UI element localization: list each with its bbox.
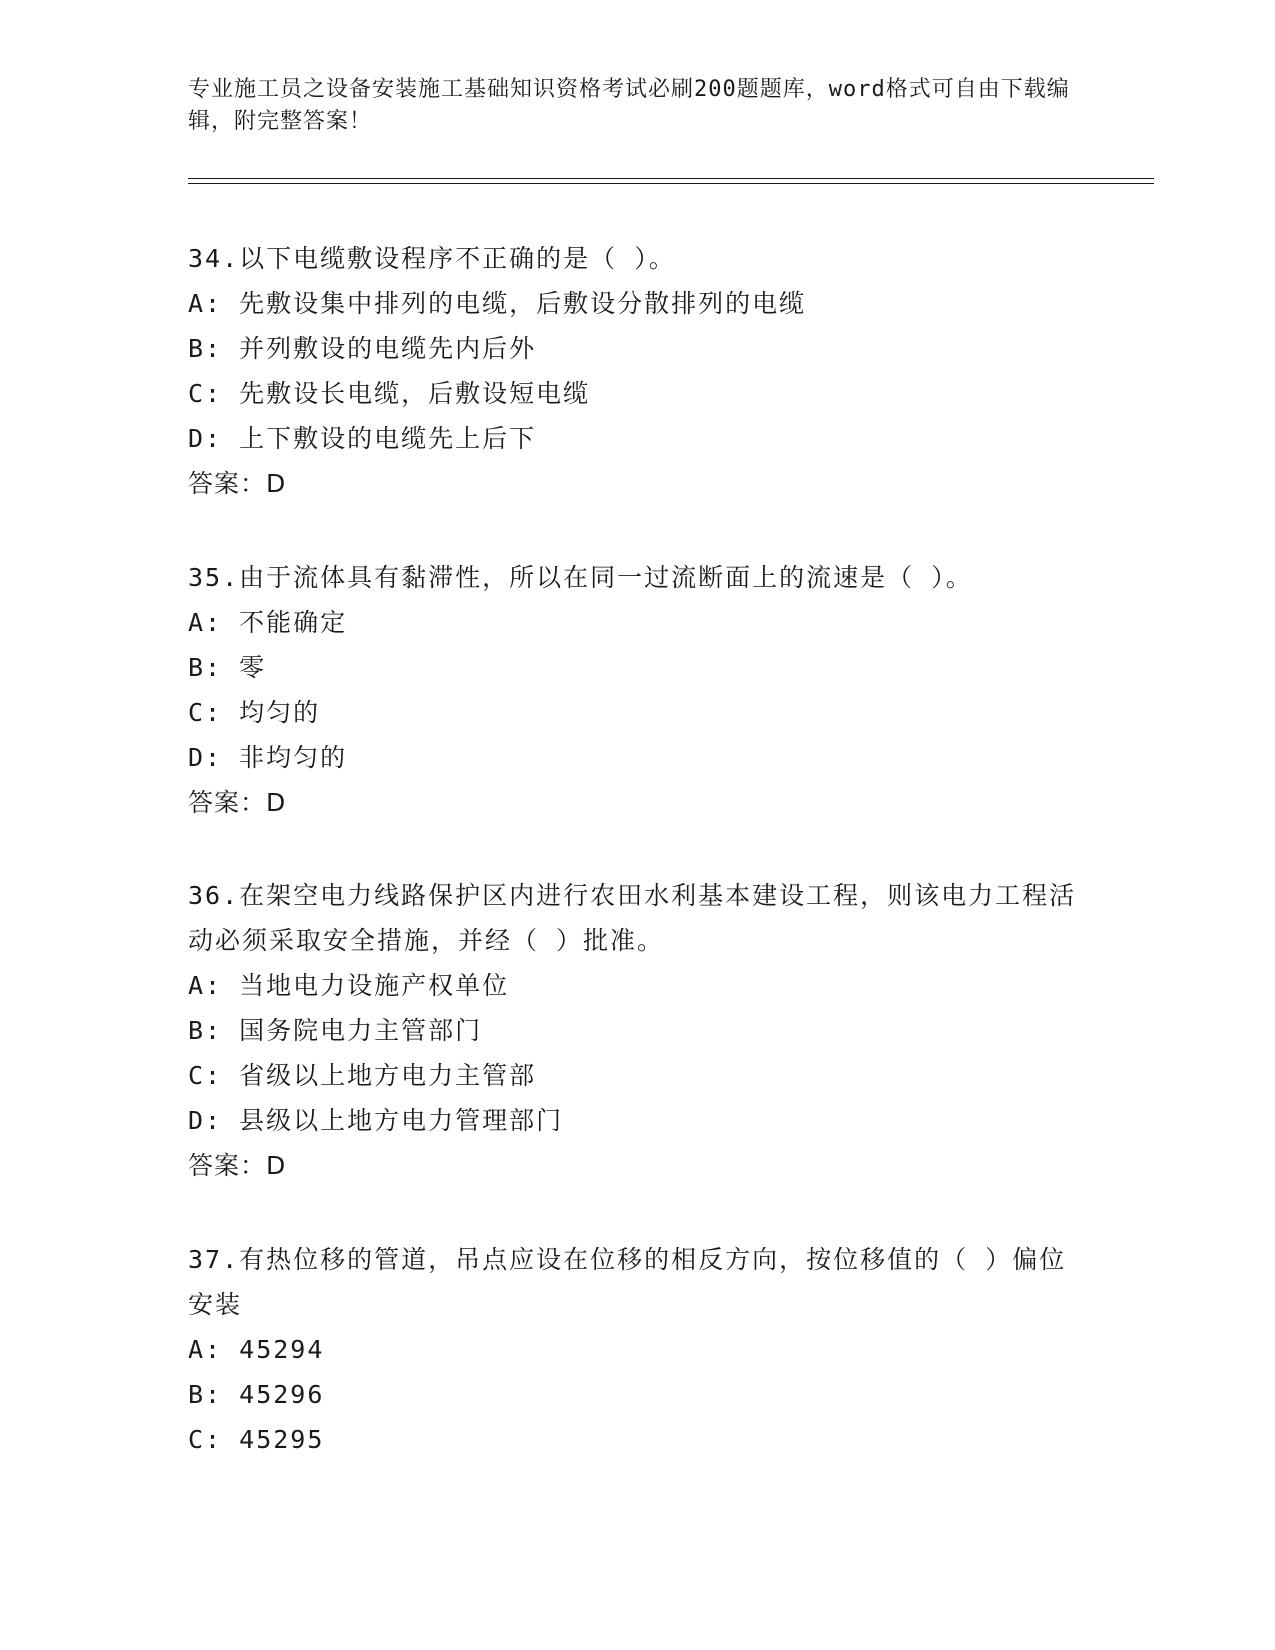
option-d: D: 非均匀的 <box>188 743 348 772</box>
option-a: A: 当地电力设施产权单位 <box>188 971 510 1000</box>
option-a: A: 45294 <box>188 1335 325 1364</box>
option-d: D: 上下敷设的电缆先上后下 <box>188 424 537 453</box>
question-35 <box>188 555 1088 825</box>
question-36 <box>188 873 1088 1188</box>
answer: 答案：D <box>188 1151 287 1180</box>
document-header: 专业施工员之设备安装施工基础知识资格考试必刷200题题库，word格式可自由下载编辑，附完整答案！ <box>188 77 1070 134</box>
option-b: B: 国务院电力主管部门 <box>188 1016 483 1045</box>
header-divider-bottom <box>188 183 1154 184</box>
answer: 答案：D <box>188 788 287 817</box>
question-34 <box>188 236 1088 506</box>
option-b: B: 45296 <box>188 1380 325 1409</box>
option-b: B: 零 <box>188 653 267 682</box>
option-c: C: 先敷设长电缆，后敷设短电缆 <box>188 379 591 408</box>
question-37 <box>188 1237 1088 1462</box>
question-stem: 35.由于流体具有黏滞性，所以在同一过流断面上的流速是（ ）。 <box>188 563 973 592</box>
option-a: A: 先敷设集中排列的电缆，后敷设分散排列的电缆 <box>188 289 807 318</box>
option-c: C: 均匀的 <box>188 698 321 727</box>
question-stem: 37.有热位移的管道，吊点应设在位移的相反方向，按位移值的（ ）偏位安装 <box>188 1245 1067 1319</box>
option-a: A: 不能确定 <box>188 608 348 637</box>
question-stem: 34.以下电缆敷设程序不正确的是（ ）。 <box>188 244 676 273</box>
question-stem: 36.在架空电力线路保护区内进行农田水利基本建设工程，则该电力工程活动必须采取安全措施，并经（ ）批准。 <box>188 881 1077 955</box>
answer: 答案：D <box>188 469 287 498</box>
option-c: C: 45295 <box>188 1425 325 1454</box>
header-divider-top <box>188 178 1154 179</box>
option-b: B: 并列敷设的电缆先内后外 <box>188 334 537 363</box>
option-c: C: 省级以上地方电力主管部 <box>188 1061 537 1090</box>
option-d: D: 县级以上地方电力管理部门 <box>188 1106 564 1135</box>
